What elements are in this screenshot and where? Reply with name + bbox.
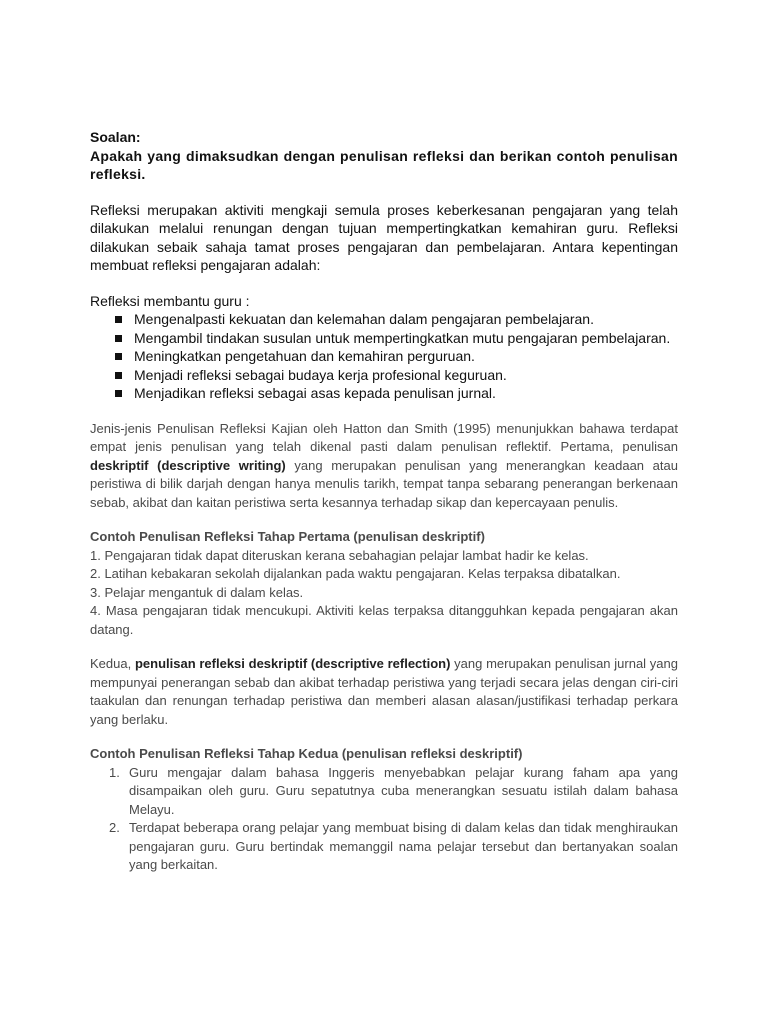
intro-paragraph: Refleksi merupakan aktiviti mengkaji semula proses keberkesanan pengajaran yang telah dilakukan melalui renungan dengan tujuan mempertingkatkan kemahiran guru. Refleksi dilakukan sebaik sahaja tamat proses pengajaran dan pembelajaran. Antara kepentingan membuat refleksi pengajaran adalah: (90, 201, 678, 273)
list-item: Menjadi refleksi sebagai budaya kerja profesional keguruan. (114, 366, 678, 385)
example2-list (90, 764, 678, 875)
list-number: 1. (109, 764, 120, 780)
benefits-label: Refleksi membantu guru : (90, 292, 250, 309)
question-label: Soalan: (90, 129, 141, 145)
list-item: Mengenalpasti kekuatan dan kelemahan dalam pengajaran pembelajaran. (114, 310, 678, 329)
example2-heading: Contoh Penulisan Refleksi Tahap Kedua (penulisan refleksi deskriptif) (90, 746, 523, 761)
types-paragraph (90, 420, 678, 513)
list-item: 1. Pengajaran tidak dapat diteruskan kerana sebahagian pelajar lambat hadir ke kelas. (90, 547, 589, 563)
benefits-list (90, 310, 678, 403)
types-text-end: yang merupakan penulisan yang menerangkan keadaan atau peristiwa di bilik darjah dengan hanya menulis tarikh, tempat tanpa sebarang penerangan berkenaan sebab, akibat dan kaitan peristiwa serta kesannya terhadap sikap dan kepercayaan penulis. (90, 457, 678, 510)
list-number: 2. (109, 820, 120, 835)
list-item: 3. Pelajar mengantuk di dalam kelas. (90, 584, 304, 600)
list-text: Guru mengajar dalam bahasa Inggeris menyebabkan pelajar kurang faham apa yang disampaikan oleh guru. Guru sepatutnya cuba menerangkan sesuatu istilah dalam bahasa Melayu. (129, 764, 678, 817)
list-item: 2. Latihan kebakaran sekolah dijalankan pada waktu pengajaran. Kelas terpaksa dibatalkan. (90, 566, 621, 581)
example1-heading: Contoh Penulisan Refleksi Tahap Pertama (penulisan deskriptif) (90, 529, 485, 544)
question-text: Apakah yang dimaksudkan dengan penulisan refleksi dan berikan contoh penulisan refleksi. (90, 147, 678, 182)
list-item (109, 819, 678, 875)
list-text: Terdapat beberapa orang pelajar yang membuat bising di dalam kelas dan tidak menghiraukan pengajaran guru. Guru bertindak memanggil nama pelajar tersebut dan bertanyakan soalan yang berkaitan. (129, 820, 678, 872)
list-item: Meningkatkan pengetahuan dan kemahiran perguruan. (114, 347, 678, 366)
list-item: Mengambil tindakan susulan untuk mempertingkatkan mutu pengajaran pembelajaran. (114, 329, 678, 348)
second-text-start: Kedua, (90, 656, 135, 671)
second-paragraph (90, 655, 678, 729)
list-item: 4. Masa pengajaran tidak mencukupi. Aktiviti kelas terpaksa ditangguhkan kepada pengajaran akan datang. (90, 603, 678, 637)
second-bold-term: penulisan refleksi deskriptif (descriptive reflection) (134, 656, 451, 671)
types-text-start: Jenis-jenis Penulisan Refleksi Kajian oleh Hatton dan Smith (1995) menunjukkan bahawa terdapat empat jenis penulisan yang telah dikenal pasti dalam penulisan reflektif. Pertama, penulisan (90, 420, 678, 454)
second-text-end: yang merupakan penulisan jurnal yang mempunyai penerangan sebab dan akibat terhadap peristiwa yang terjadi secara jelas dengan ciri-ciri taakulan dan renungan terhadap peristiwa dan memberi alasan alasan/justifikasi terhadap perkara yang berlaku. (90, 656, 678, 727)
types-bold-term: deskriptif (descriptive writing) (90, 457, 286, 473)
list-item (109, 764, 678, 820)
list-item: Menjadikan refleksi sebagai asas kepada penulisan jurnal. (114, 384, 678, 403)
